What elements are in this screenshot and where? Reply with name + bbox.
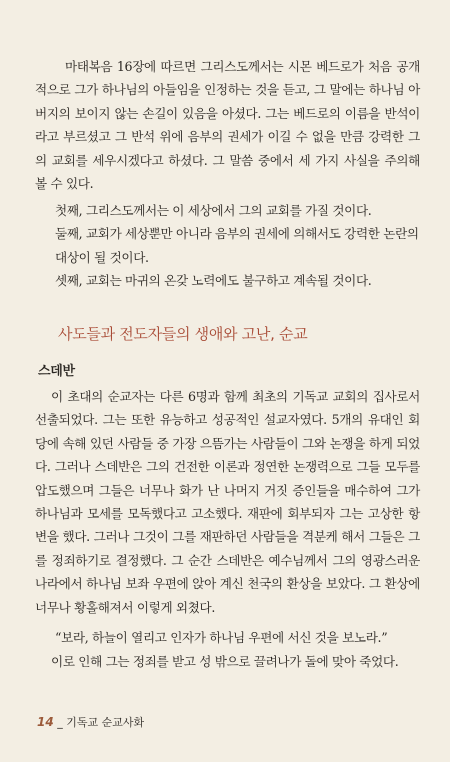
sub-title: 스데반 [38,364,75,379]
body-paragraph: 이 초대의 순교자는 다른 6명과 함께 최초의 기독교 교회의 집사로서 선출되었다. 그는 또한 유능하고 성공적인 설교자였다. 5개의 유대인 회당에 속해 있던 사람들 중 가장 으뜸가는 사람들이 그와 논쟁을 하게 되었다. 그러나 스데반은 그의 건전한 이론과 정연한 논쟁력으로 그들 모두를 압도했으며 그들은 너무나 화가 난 나머지 거짓 증인들을 매수하여 그가 하나님과 모세를 모독했다고 고소했다. 재판에 회부되자 그는 고상한 항변을 했다. 그러나 그것이 그를 재판하던 사람들을 격분케 해서 그들은 그를 정죄하기로 결정했다. 그 순간 스데반은 예수님께서 그의 영광스러운 나라에서 하나님 보좌 우편에 앉아 계신 천국의 환상을 보았다. 그 환상에 너무나 황홀해져서 이렇게 외쳤다. [35,389,420,615]
page-number: 14 [37,715,54,729]
book-title: 기독교 순교사화 [66,716,145,729]
section-title: 사도들과 전도자들의 생애와 고난, 순교 [58,325,308,343]
point-first: 첫째, 그리스도께서는 이 세상에서 그의 교회를 가질 것이다. [55,203,372,218]
footer-separator: _ [57,716,63,729]
point-third: 셋째, 교회는 마귀의 온갖 노력에도 불구하고 계속될 것이다. [55,273,372,289]
quote-line: “보라, 하늘이 열리고 인자가 하나님 우편에 서신 것을 보노라.” [55,630,388,645]
three-points-list [55,199,420,293]
intro-paragraph: 마태복음 16장에 따르면 그리스도께서는 시몬 베드로가 처음 공개적으로 그가 하나님의 아들임을 인정하는 것을 듣고, 그 말에는 하나님 아버지의 보이지 않는 손길이 있음을 아셨다. 그는 베드로의 이름을 반석이라고 부르셨고 그 반석 위에 음부의 권세가 이길 수 없을 만큼 강력한 그의 교회를 세우시겠다고 하셨다. 그 말씀 중에서 세 가지 사실을 주의해 볼 수 있다. [35,59,420,192]
closing-line: 이로 인해 그는 정죄를 받고 성 밖으로 끌려나가 돌에 맞아 죽었다. [51,654,399,669]
page-footer [37,714,144,730]
point-second: 둘째, 교회가 세상뿐만 아니라 음부의 권세에 의해서도 강력한 논란의 대상이 될 것이다. [55,226,419,265]
